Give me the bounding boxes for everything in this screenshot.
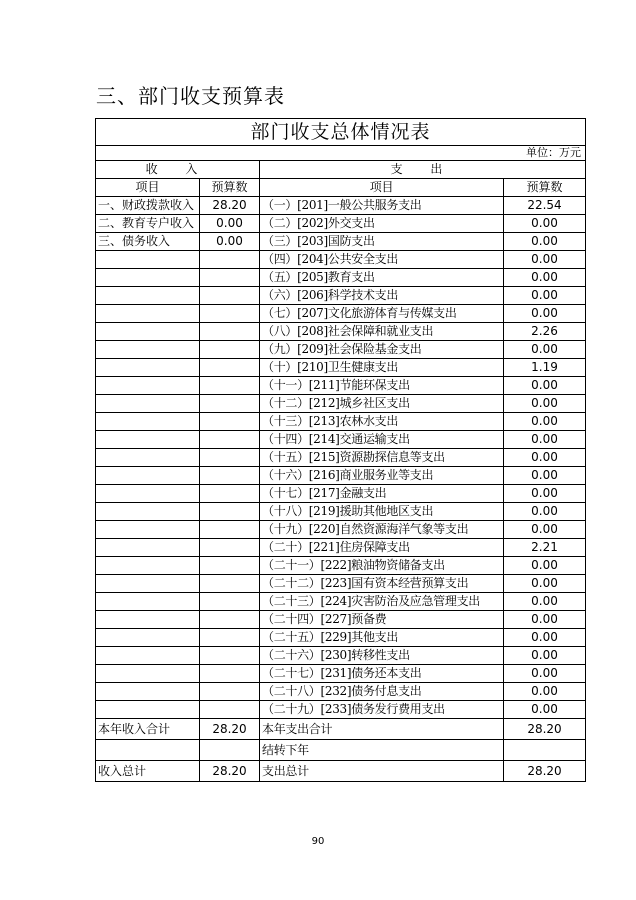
income-value-cell xyxy=(199,449,259,466)
expense-item-cell: （十九）[220]自然资源海洋气象等支出 xyxy=(259,521,503,538)
table-row xyxy=(96,466,585,484)
expense-value-cell: 0.00 xyxy=(503,629,585,646)
table-row xyxy=(96,304,585,322)
expense-value-cell: 0.00 xyxy=(503,287,585,304)
income-value-cell xyxy=(199,377,259,394)
table-row xyxy=(96,322,585,340)
expense-value-cell: 0.00 xyxy=(503,647,585,664)
expense-value-cell: 0.00 xyxy=(503,557,585,574)
income-item-cell xyxy=(96,683,199,700)
expense-item-header: 项目 xyxy=(259,179,503,196)
income-value-cell xyxy=(199,701,259,718)
expense-item-cell: （一）[201]一般公共服务支出 xyxy=(259,197,503,214)
table-row xyxy=(96,484,585,502)
expense-item-cell: （四）[204]公共安全支出 xyxy=(259,251,503,268)
expense-item-cell: （二十四）[227]预备费 xyxy=(259,611,503,628)
expense-value-cell: 0.00 xyxy=(503,665,585,682)
table-row xyxy=(96,376,585,394)
income-value-cell xyxy=(199,503,259,520)
expense-item-cell: （十）[210]卫生健康支出 xyxy=(259,359,503,376)
expense-item-cell: （十一）[211]节能环保支出 xyxy=(259,377,503,394)
expense-item-cell: （二）[202]外交支出 xyxy=(259,215,503,232)
income-item-cell xyxy=(96,503,199,520)
table-row xyxy=(96,739,585,760)
income-value-cell xyxy=(199,647,259,664)
income-value-cell xyxy=(199,305,259,322)
table-row xyxy=(96,682,585,700)
income-item-cell: 收入总计 xyxy=(98,764,147,778)
expense-item-cell: （五）[205]教育支出 xyxy=(259,269,503,286)
income-value-cell xyxy=(199,395,259,412)
income-value-cell: 28.20 xyxy=(199,719,259,739)
expense-value-cell: 0.00 xyxy=(503,215,585,232)
expense-header: 支 出 xyxy=(259,161,585,178)
income-value-cell xyxy=(199,485,259,502)
income-header: 收 入 xyxy=(145,162,210,176)
expense-value-cell: 0.00 xyxy=(503,683,585,700)
expense-value-cell: 0.00 xyxy=(503,233,585,250)
income-item-cell xyxy=(96,647,199,664)
income-item-cell xyxy=(96,557,199,574)
expense-item-cell: （十六）[216]商业服务业等支出 xyxy=(259,467,503,484)
expense-item-cell: 支出总计 xyxy=(259,761,503,781)
expense-item-cell: （十三）[213]农林水支出 xyxy=(259,413,503,430)
table-row xyxy=(96,718,585,739)
income-item-cell xyxy=(96,665,199,682)
table-row xyxy=(96,538,585,556)
section-title: 三、部门收支预算表 xyxy=(96,84,285,108)
table-title: 部门收支总体情况表 xyxy=(250,121,431,143)
expense-value-cell xyxy=(503,740,585,760)
expense-value-cell: 0.00 xyxy=(503,485,585,502)
income-item-cell xyxy=(96,395,199,412)
income-item-cell xyxy=(96,539,199,556)
table-row xyxy=(96,340,585,358)
expense-budget-header: 预算数 xyxy=(503,179,585,196)
income-item-cell xyxy=(96,611,199,628)
expense-value-cell: 0.00 xyxy=(503,251,585,268)
income-value-cell xyxy=(199,413,259,430)
expense-value-cell: 0.00 xyxy=(503,413,585,430)
expense-item-cell: （二十三）[224]灾害防治及应急管理支出 xyxy=(259,593,503,610)
income-value-cell xyxy=(199,251,259,268)
expense-value-cell: 0.00 xyxy=(503,449,585,466)
table-row xyxy=(96,358,585,376)
income-item-cell xyxy=(96,377,199,394)
income-value-cell xyxy=(199,467,259,484)
income-item-cell xyxy=(96,740,199,760)
expense-value-cell: 0.00 xyxy=(503,467,585,484)
expense-value-cell: 28.20 xyxy=(503,761,585,781)
table-row xyxy=(96,214,585,232)
expense-value-cell: 0.00 xyxy=(503,503,585,520)
expense-item-cell: （二十二）[223]国有资本经营预算支出 xyxy=(259,575,503,592)
income-budget-header: 预算数 xyxy=(199,179,259,196)
income-item-cell xyxy=(96,323,199,340)
table-row xyxy=(96,412,585,430)
expense-value-cell: 0.00 xyxy=(503,395,585,412)
expense-value-cell: 0.00 xyxy=(503,377,585,394)
income-value-cell xyxy=(199,629,259,646)
income-item-cell: 二、教育专户收入 xyxy=(98,216,195,230)
income-value-cell xyxy=(199,593,259,610)
expense-item-cell: （二十八）[232]债务付息支出 xyxy=(259,683,503,700)
income-item-cell xyxy=(96,251,199,268)
expense-item-cell: （七）[207]文化旅游体育与传媒支出 xyxy=(259,305,503,322)
table-row xyxy=(96,760,585,781)
income-value-cell xyxy=(199,611,259,628)
table-row xyxy=(96,232,585,250)
income-item-cell xyxy=(96,467,199,484)
expense-value-cell: 2.26 xyxy=(503,323,585,340)
income-item-cell xyxy=(96,575,199,592)
expense-item-cell: （二十七）[231]债务还本支出 xyxy=(259,665,503,682)
expense-item-cell: 本年支出合计 xyxy=(259,719,503,739)
income-item-cell xyxy=(96,485,199,502)
income-item-header: 项目 xyxy=(135,180,160,194)
expense-item-cell: （十四）[214]交通运输支出 xyxy=(259,431,503,448)
expense-value-cell: 0.00 xyxy=(503,341,585,358)
income-item-cell xyxy=(96,449,199,466)
table-row xyxy=(96,646,585,664)
unit-label: 单位：万元 xyxy=(96,145,585,160)
income-item-cell xyxy=(96,359,199,376)
income-item-cell xyxy=(96,629,199,646)
income-value-cell xyxy=(199,521,259,538)
expense-value-cell: 0.00 xyxy=(503,701,585,718)
expense-value-cell: 1.19 xyxy=(503,359,585,376)
column-header-row xyxy=(96,178,585,196)
table-row xyxy=(96,520,585,538)
expense-value-cell: 0.00 xyxy=(503,575,585,592)
table-row xyxy=(96,664,585,682)
expense-item-cell: （十七）[217]金融支出 xyxy=(259,485,503,502)
expense-value-cell: 0.00 xyxy=(503,593,585,610)
income-item-cell: 三、债务收入 xyxy=(98,234,171,248)
table-row xyxy=(96,430,585,448)
income-value-cell xyxy=(199,683,259,700)
expense-value-cell: 0.00 xyxy=(503,431,585,448)
table-row xyxy=(96,286,585,304)
income-item-cell xyxy=(96,305,199,322)
expense-item-cell: （三）[203]国防支出 xyxy=(259,233,503,250)
expense-value-cell: 0.00 xyxy=(503,305,585,322)
table-row xyxy=(96,502,585,520)
income-value-cell xyxy=(199,323,259,340)
table-body xyxy=(96,196,585,781)
table-row xyxy=(96,448,585,466)
income-value-cell xyxy=(199,539,259,556)
income-item-cell xyxy=(96,413,199,430)
expense-value-cell: 22.54 xyxy=(503,197,585,214)
income-value-cell xyxy=(199,557,259,574)
income-value-cell xyxy=(199,341,259,358)
income-item-cell xyxy=(96,593,199,610)
income-value-cell xyxy=(199,575,259,592)
table-row xyxy=(96,610,585,628)
income-item-cell xyxy=(96,701,199,718)
table-row xyxy=(96,592,585,610)
expense-item-cell: （二十九）[233]债务发行费用支出 xyxy=(259,701,503,718)
income-item-cell xyxy=(96,287,199,304)
income-item-cell xyxy=(96,431,199,448)
page-number: 90 xyxy=(311,836,325,847)
expense-item-cell: 结转下年 xyxy=(259,740,503,760)
expense-item-cell: （六）[206]科学技术支出 xyxy=(259,287,503,304)
table-row xyxy=(96,394,585,412)
table-row xyxy=(96,574,585,592)
expense-value-cell: 0.00 xyxy=(503,269,585,286)
income-value-cell xyxy=(199,740,259,760)
income-value-cell: 28.20 xyxy=(199,761,259,781)
income-item-cell xyxy=(96,341,199,358)
expense-value-cell: 0.00 xyxy=(503,611,585,628)
income-value-cell xyxy=(199,359,259,376)
expense-value-cell: 2.21 xyxy=(503,539,585,556)
income-value-cell xyxy=(199,287,259,304)
expense-item-cell: （九）[209]社会保险基金支出 xyxy=(259,341,503,358)
income-value-cell: 0.00 xyxy=(199,215,259,232)
income-value-cell xyxy=(199,431,259,448)
table-row xyxy=(96,196,585,214)
expense-item-cell: （十五）[215]资源勘探信息等支出 xyxy=(259,449,503,466)
income-item-cell xyxy=(96,521,199,538)
income-value-cell xyxy=(199,665,259,682)
income-value-cell xyxy=(199,269,259,286)
group-header-row xyxy=(96,160,585,178)
expense-item-cell: （十二）[212]城乡社区支出 xyxy=(259,395,503,412)
table-row xyxy=(96,250,585,268)
income-item-cell: 本年收入合计 xyxy=(98,722,171,736)
table-row xyxy=(96,556,585,574)
expense-item-cell: （十八）[219]援助其他地区支出 xyxy=(259,503,503,520)
income-item-cell xyxy=(96,269,199,286)
expense-item-cell: （二十一）[222]粮油物资储备支出 xyxy=(259,557,503,574)
table-row xyxy=(96,628,585,646)
expense-value-cell: 28.20 xyxy=(503,719,585,739)
expense-item-cell: （二十）[221]住房保障支出 xyxy=(259,539,503,556)
table-row xyxy=(96,268,585,286)
budget-table xyxy=(95,118,586,782)
income-value-cell: 28.20 xyxy=(199,197,259,214)
expense-item-cell: （二十六）[230]转移性支出 xyxy=(259,647,503,664)
expense-value-cell: 0.00 xyxy=(503,521,585,538)
expense-item-cell: （二十五）[229]其他支出 xyxy=(259,629,503,646)
income-item-cell: 一、财政拨款收入 xyxy=(98,198,195,212)
income-value-cell: 0.00 xyxy=(199,233,259,250)
expense-item-cell: （八）[208]社会保障和就业支出 xyxy=(259,323,503,340)
table-row xyxy=(96,700,585,718)
